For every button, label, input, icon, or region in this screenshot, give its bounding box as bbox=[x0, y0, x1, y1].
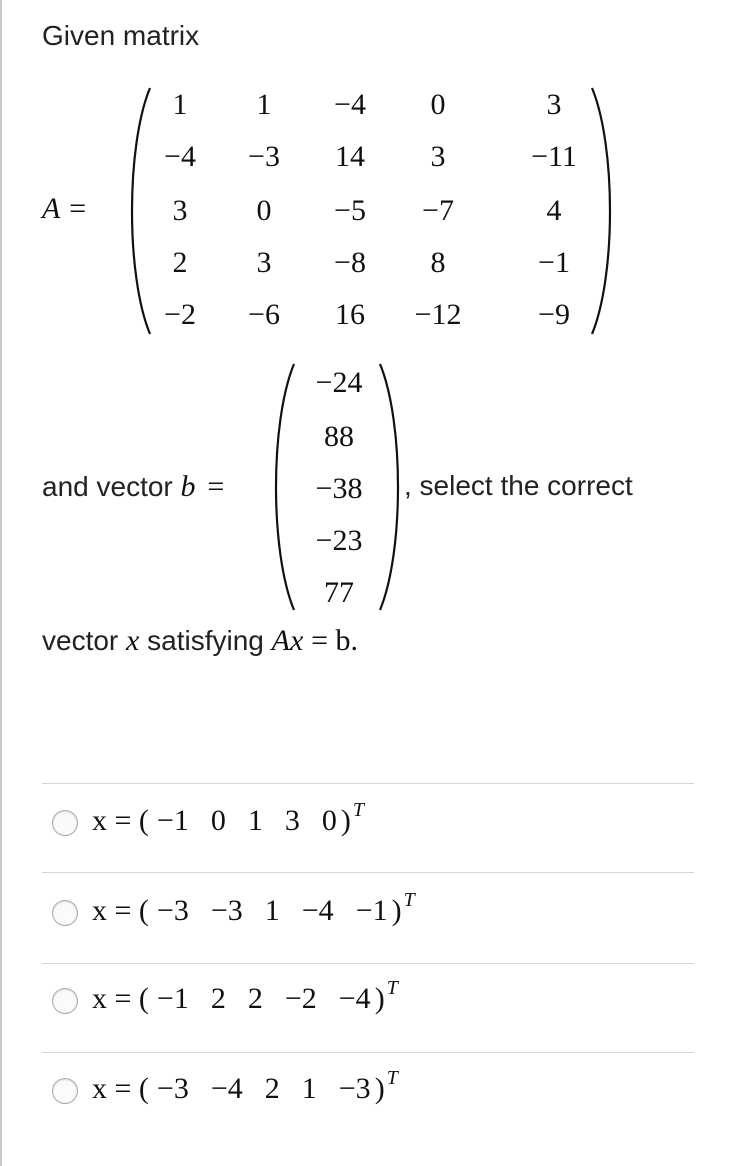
matrix-cell: −11 bbox=[531, 140, 577, 173]
option-close-paren: ) bbox=[340, 804, 351, 837]
option-value: −3 bbox=[156, 894, 189, 927]
option-value: −3 bbox=[338, 1072, 371, 1105]
option-value: 1 bbox=[247, 804, 263, 837]
option-lhs: x = ( bbox=[92, 1072, 149, 1105]
vector-suffix: , select the correct bbox=[404, 470, 633, 501]
option-value: 0 bbox=[321, 804, 337, 837]
matrix-cell: 3 bbox=[546, 88, 562, 121]
option-expression[interactable] bbox=[92, 799, 364, 838]
option-value: 2 bbox=[210, 982, 226, 1015]
divider bbox=[42, 783, 694, 784]
vector-cell: −38 bbox=[315, 472, 363, 505]
option-close-paren: ) bbox=[391, 894, 402, 927]
option-value: 1 bbox=[264, 894, 280, 927]
matrix-cell: 3 bbox=[172, 194, 188, 227]
matrix-cell: 14 bbox=[335, 140, 365, 173]
transpose-superscript: T bbox=[386, 1067, 398, 1089]
transpose-superscript: T bbox=[386, 977, 398, 999]
vector-prefix-text: and vector bbox=[42, 471, 173, 502]
matrix-cell: −3 bbox=[248, 140, 280, 173]
final-suffix: satisfying bbox=[147, 625, 264, 656]
option-value: −3 bbox=[156, 1072, 189, 1105]
option-expression[interactable] bbox=[92, 1067, 398, 1106]
option-radio[interactable] bbox=[52, 810, 78, 836]
option-expression[interactable] bbox=[92, 889, 415, 928]
matrix-cell: 3 bbox=[256, 246, 272, 279]
matrix-cell: −4 bbox=[164, 140, 196, 173]
divider bbox=[42, 1052, 694, 1053]
vector-prefix bbox=[42, 470, 224, 504]
matrix-cell: −8 bbox=[334, 246, 366, 279]
matrix-cell: −7 bbox=[422, 194, 454, 227]
option-value: −2 bbox=[284, 982, 317, 1015]
vector-cell: −23 bbox=[315, 524, 363, 557]
matrix-cell: −9 bbox=[538, 298, 570, 331]
matrix-cell: −5 bbox=[334, 194, 366, 227]
vector-cell: −24 bbox=[315, 366, 363, 399]
final-eq-lhs: Ax bbox=[271, 624, 304, 657]
matrix-cell: 3 bbox=[430, 140, 446, 173]
matrix-cell: 0 bbox=[256, 194, 272, 227]
option-value: 2 bbox=[264, 1072, 280, 1105]
option-value: −1 bbox=[156, 982, 189, 1015]
final-line bbox=[42, 624, 358, 658]
matrix-cell: 1 bbox=[256, 88, 272, 121]
matrix-cell: 8 bbox=[430, 246, 446, 279]
option-value: −4 bbox=[210, 1072, 243, 1105]
matrix-cell: 0 bbox=[430, 88, 446, 121]
matrix-cell: −12 bbox=[414, 298, 462, 331]
matrix-cell: 2 bbox=[172, 246, 188, 279]
transpose-superscript: T bbox=[403, 889, 415, 911]
divider bbox=[42, 872, 694, 873]
option-value: 2 bbox=[247, 982, 263, 1015]
final-eq-rhs: = b. bbox=[311, 624, 358, 657]
option-lhs: x = ( bbox=[92, 804, 149, 837]
matrix-cell: −2 bbox=[164, 298, 196, 331]
matrix-cell: −1 bbox=[538, 246, 570, 279]
vector-cell: 77 bbox=[324, 576, 354, 609]
option-value: −1 bbox=[355, 894, 388, 927]
option-lhs: x = ( bbox=[92, 894, 149, 927]
option-value: −4 bbox=[338, 982, 371, 1015]
matrix-cell: −4 bbox=[334, 88, 366, 121]
option-value: 1 bbox=[301, 1072, 317, 1105]
matrix-cell: −6 bbox=[248, 298, 280, 331]
option-radio[interactable] bbox=[52, 988, 78, 1014]
option-value: −4 bbox=[301, 894, 334, 927]
vector-equals: = bbox=[207, 470, 225, 503]
vector-cell: 88 bbox=[324, 420, 354, 453]
option-close-paren: ) bbox=[374, 982, 385, 1015]
option-radio[interactable] bbox=[52, 1078, 78, 1104]
left-border bbox=[0, 0, 2, 1166]
divider bbox=[42, 963, 694, 964]
option-close-paren: ) bbox=[374, 1072, 385, 1105]
option-expression[interactable] bbox=[92, 977, 398, 1016]
vector-name: b bbox=[180, 470, 196, 503]
matrix-cell: 1 bbox=[172, 88, 188, 121]
option-radio[interactable] bbox=[52, 900, 78, 926]
matrix-cell: 4 bbox=[546, 194, 562, 227]
matrix-label: A = bbox=[42, 192, 88, 225]
matrix-cell: 16 bbox=[335, 298, 365, 331]
option-value: −3 bbox=[210, 894, 243, 927]
final-var: x bbox=[126, 624, 140, 657]
final-prefix: vector bbox=[42, 625, 119, 656]
question-intro: Given matrix bbox=[42, 20, 200, 51]
option-value: 0 bbox=[210, 804, 226, 837]
option-value: −1 bbox=[156, 804, 189, 837]
option-lhs: x = ( bbox=[92, 982, 149, 1015]
transpose-superscript: T bbox=[352, 799, 364, 821]
option-value: 3 bbox=[284, 804, 300, 837]
